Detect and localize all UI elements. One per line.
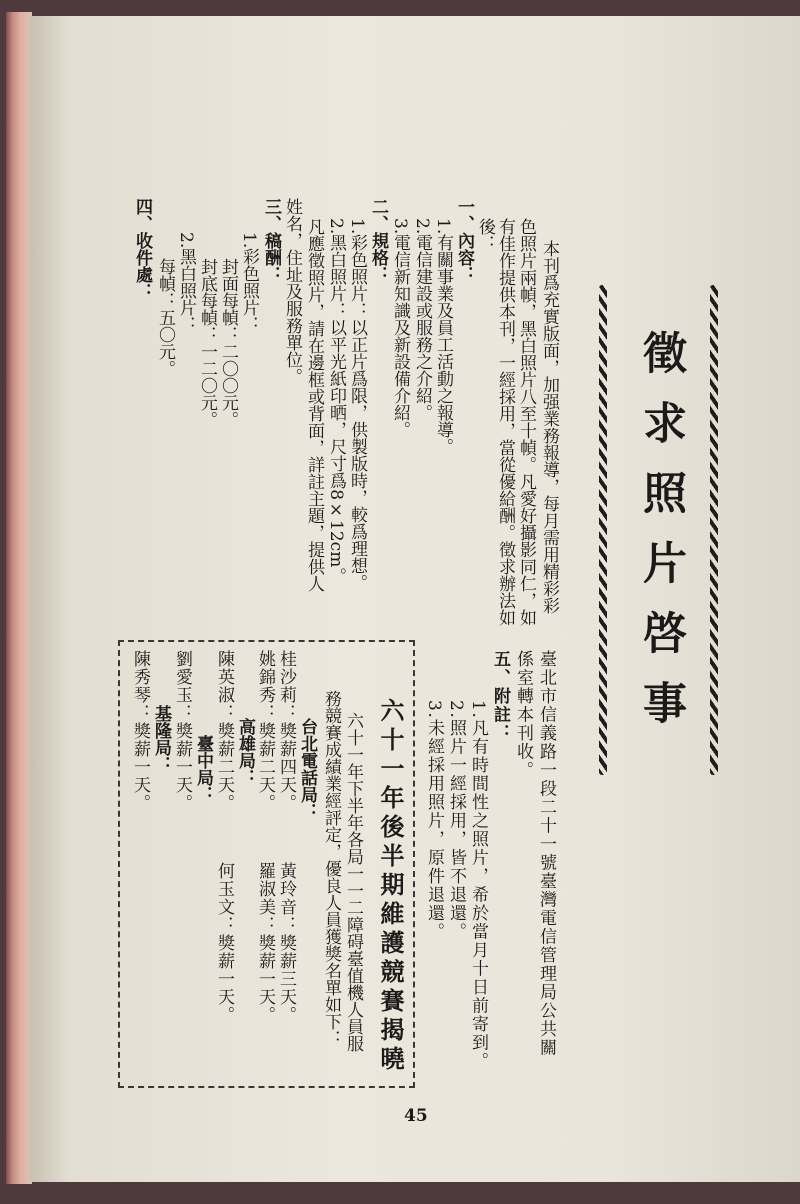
spec-heading: 二、規格： [368, 198, 388, 283]
notes-heading: 五、附註： [490, 650, 510, 743]
notes-item: 2.照片一經採用，皆不退還。 [446, 700, 466, 942]
spec-note-line: 姓名，住址及服務單位。 [282, 198, 302, 385]
book-page-edges [6, 12, 32, 1184]
notes-item: 1.凡有時間性之照片，希於當月十日前寄到。 [468, 700, 488, 1071]
bureau-name-kaohsiung: 高雄局： [235, 718, 255, 786]
award-entry: 劉愛玉：獎薪一天。 [172, 650, 192, 812]
award-entry: 姚錦秀：獎薪二天。 [255, 650, 275, 812]
intro-line: 本刊爲充實版面，加强業務報導，每月需用精彩彩 [539, 240, 559, 614]
page-number: 45 [404, 1106, 428, 1126]
spec-item: 1.彩色照片：以正片爲限，供製版時，較爲理想。 [347, 218, 367, 592]
content-item: 2.電信建設或服務之介紹。 [412, 218, 432, 422]
payment-rate: 封面每幀：二〇〇元。 [218, 258, 238, 428]
contest-intro-line: 六十一年下半年各局一一二障碍臺值機人員服 [343, 712, 363, 1052]
intro-line: 色照片兩幀，黑白照片八至十幀。凡愛好攝影同仁，如 [516, 218, 536, 626]
bureau-name-taipei: 台北電話局： [297, 718, 317, 820]
content-heading: 一、內容： [454, 198, 474, 283]
bureau-name-taichung: 臺中局： [193, 735, 213, 803]
award-entry: 何玉文：獎薪一天。 [214, 862, 234, 1024]
content-item: 1.有關事業及員工活動之報導。 [433, 218, 453, 456]
spec-item: 2.黑白照片：以平光紙印晒，尺寸爲8×12cm。 [326, 218, 346, 585]
address-line: 臺北市信義路一段二十一號臺灣電信管理局公共關 [536, 650, 556, 1057]
notes-item: 3.未經採用照片，原件退還。 [424, 700, 444, 942]
notice-title: 徵求照片啓事 [635, 330, 686, 750]
payment-heading: 三、稿酬： [261, 198, 281, 283]
address-heading: 四、收件處： [132, 198, 152, 300]
award-entry: 陳秀琴：獎薪一天。 [130, 650, 150, 812]
payment-rate: 每幀：五〇元。 [155, 258, 175, 377]
award-entry: 黃玲音：獎薪三天。 [276, 862, 296, 1024]
payment-rate: 封底每幀：一二〇元。 [197, 258, 217, 428]
intro-line: 後： [475, 218, 495, 252]
content-item: 3.電信新知識及新設備介紹。 [390, 218, 410, 439]
contest-title: 六十一年後半期維護競賽揭曉 [376, 698, 405, 1075]
contest-intro-line: 務競賽成績業經評定，優良人員獲獎名單如下： [321, 690, 341, 1047]
bureau-name-keelung: 基隆局： [151, 705, 171, 773]
payment-bw-label: 2.黑白照片： [176, 232, 196, 334]
spec-note-line: 凡應徵照片，請在邊框或背面，詳註主題，提供人 [304, 218, 324, 592]
award-entry: 羅淑美：獎薪一天。 [255, 862, 275, 1024]
rope-border-right [710, 285, 718, 775]
award-entry: 陳英淑：獎薪二天。 [214, 650, 234, 812]
award-entry: 桂沙莉：獎薪四天。 [276, 650, 296, 812]
intro-line: 有佳作提供本刊，一經採用，當從優給酬。徵求辦法如 [495, 218, 515, 626]
rope-border-left [599, 285, 607, 775]
payment-color-label: 1.彩色照片： [239, 232, 259, 334]
address-line: 係室轉本刊收。 [513, 650, 533, 780]
